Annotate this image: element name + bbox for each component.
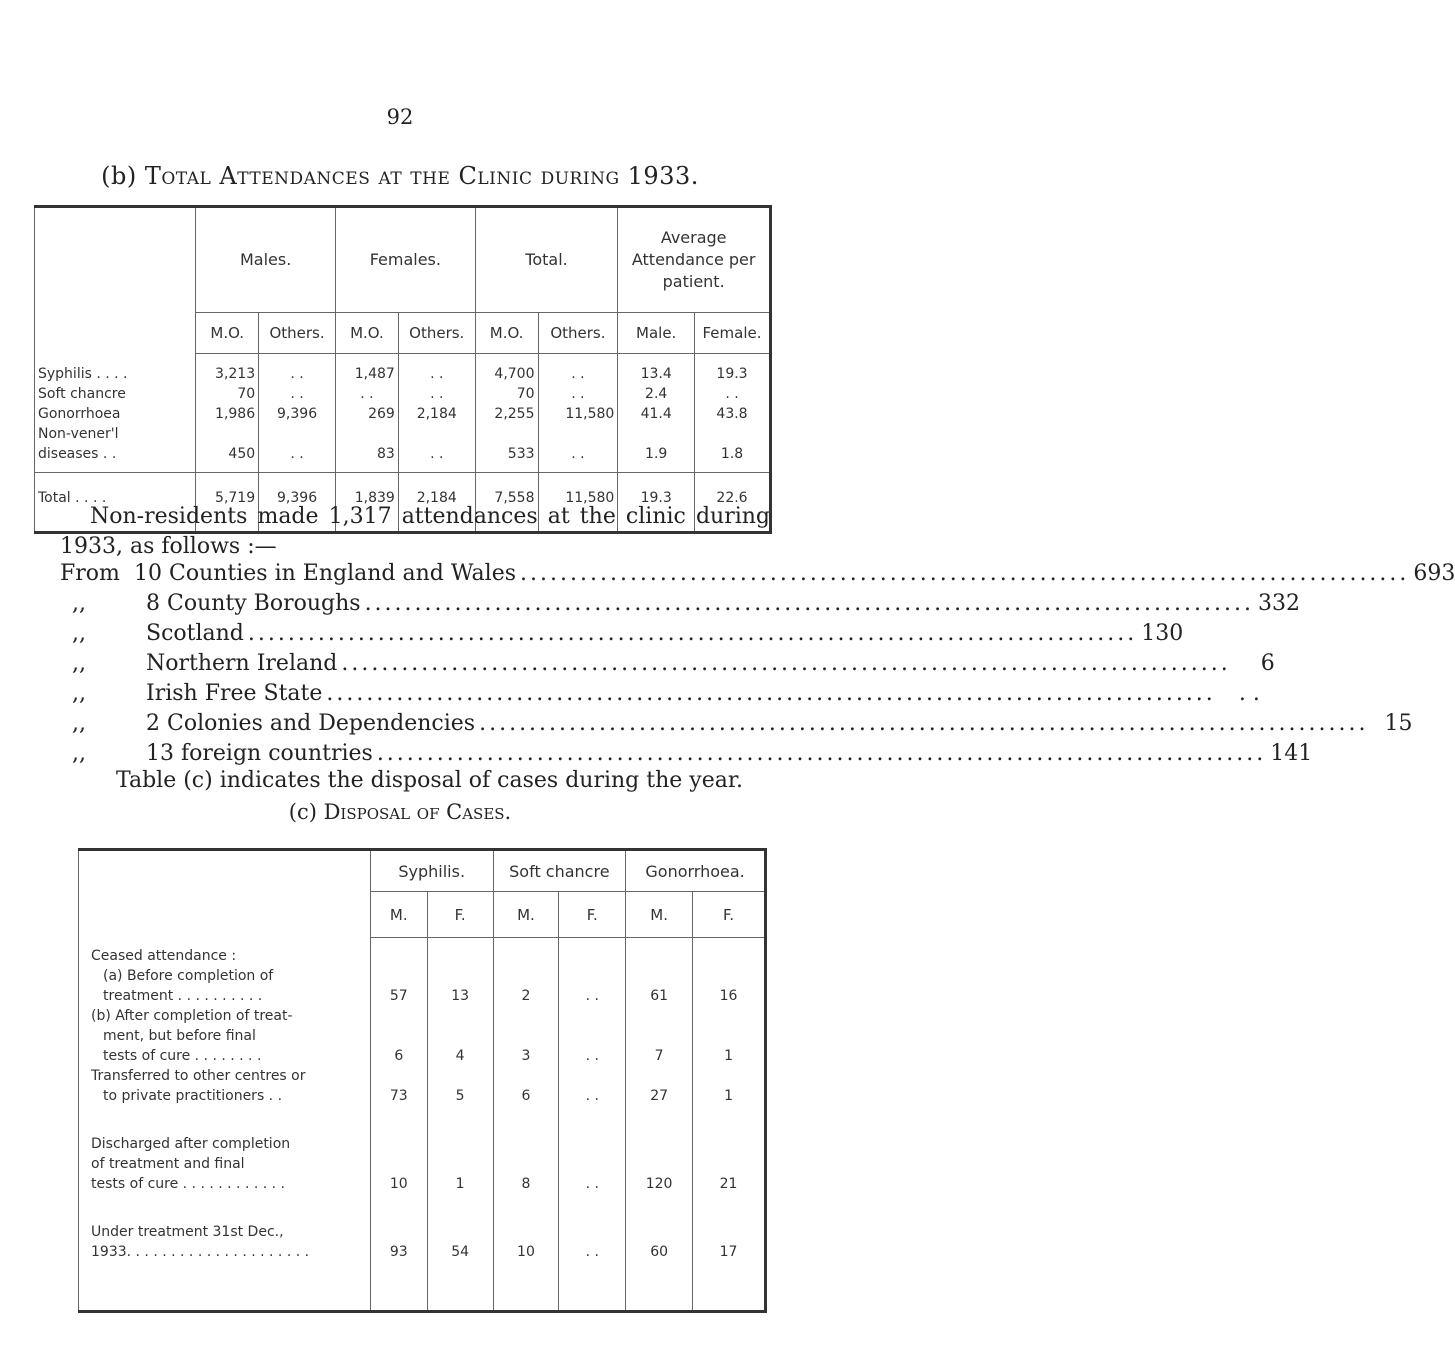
title-prefix: (b): [101, 162, 137, 190]
item-value: 141: [1270, 741, 1313, 766]
table-row: [35, 404, 771, 424]
row-label-line: Discharged after completion: [91, 1135, 291, 1152]
item-label: 13 foreign countries: [146, 741, 373, 766]
item-value: 130: [1141, 621, 1184, 646]
cell: . .: [695, 384, 771, 404]
table-row: [35, 384, 771, 404]
cell: 57: [370, 938, 427, 1006]
row-label: [79, 1006, 371, 1066]
subheader: M.O.: [196, 313, 259, 354]
subtitle: [0, 800, 800, 824]
cell: 21: [693, 1106, 766, 1194]
row-label-line: Transferred to other centres or: [91, 1067, 306, 1084]
row-label: [35, 424, 196, 473]
cell: 9,396: [259, 404, 336, 424]
cell: 27: [626, 1066, 693, 1106]
cell: 70: [475, 384, 538, 404]
cell: . .: [398, 384, 475, 404]
row-label-line: tests of cure . . . . . . . . . . . .: [91, 1175, 286, 1192]
leader-dots: .........................................................................................: [376, 741, 1267, 766]
header-syphilis: Syphilis.: [370, 850, 493, 892]
cell: 533: [475, 424, 538, 473]
item-prefix: ,,: [72, 591, 86, 616]
disposal-table: [78, 848, 767, 1313]
cell: . .: [335, 384, 398, 404]
cell: 10: [370, 1106, 427, 1194]
header-soft-chancre: Soft chancre: [493, 850, 626, 892]
cell: 54: [427, 1194, 493, 1312]
row-label: Soft chancre: [35, 384, 196, 404]
cell: 43.8: [695, 404, 771, 424]
leader-dots: .........................................................................................: [364, 591, 1254, 616]
list-item: [60, 591, 1300, 621]
cell: 60: [626, 1194, 693, 1312]
cell: . .: [259, 384, 336, 404]
section-title: [0, 162, 800, 190]
item-value: 693: [1413, 561, 1455, 586]
cell: 1,986: [196, 404, 259, 424]
leader-dots: .........................................................................................: [479, 711, 1369, 736]
page-number: 92: [386, 105, 414, 129]
table-row: [79, 1066, 766, 1106]
cell: 61: [626, 938, 693, 1006]
item-prefix: ,,: [72, 651, 86, 676]
leader-dots: .........................................................................................: [520, 561, 1410, 586]
cell: 1,839: [335, 473, 398, 533]
item-label: Scotland: [146, 621, 244, 646]
subtitle-text: Disposal of Cases.: [323, 800, 512, 824]
subheader: M.O.: [475, 313, 538, 354]
header-males: Males.: [196, 207, 336, 313]
leader-dots: .........................................................................................: [247, 621, 1138, 646]
item-prefix: ,,: [72, 711, 86, 736]
table-c-note-text: Table (c) indicates the disposal of cases during the year.: [116, 768, 743, 793]
cell: 2,255: [475, 404, 538, 424]
subtitle-prefix: (c): [288, 800, 317, 824]
cell: 9,396: [259, 473, 336, 533]
cell: 7,558: [475, 473, 538, 533]
row-label: Total . . . .: [35, 473, 196, 533]
cell: 3,213: [196, 354, 259, 385]
subheader: M.: [370, 892, 427, 938]
row-label-line: Non-vener'l: [38, 426, 119, 442]
table-row: [79, 1194, 766, 1312]
item-label: 2 Colonies and Dependencies: [146, 711, 476, 736]
nonresidents-intro: Non-residents made 1,317 attendances at the clinic during 1933, as follows :—: [60, 504, 770, 559]
subheader: M.: [493, 892, 559, 938]
table-row: [79, 938, 766, 1006]
item-label: Irish Free State: [146, 681, 323, 706]
cell: 1: [693, 1006, 766, 1066]
cell: 93: [370, 1194, 427, 1312]
row-label: Gonorrhoea: [35, 404, 196, 424]
subheader: F.: [427, 892, 493, 938]
cell: 16: [693, 938, 766, 1006]
row-label-line: to private practitioners . .: [103, 1087, 283, 1104]
cell: 19.3: [618, 473, 695, 533]
cell: 1,487: [335, 354, 398, 385]
cell: 2.4: [618, 384, 695, 404]
row-label: [79, 1066, 371, 1106]
title-text: Total Attendances at the Clinic during 1933.: [144, 162, 699, 190]
blank-header-cell: [35, 207, 196, 354]
item-label: 10 Counties in England and Wales: [134, 561, 517, 586]
cell: . .: [559, 1066, 626, 1106]
row-label-line: (b) After completion of treat-: [91, 1007, 293, 1024]
cell: 11,580: [538, 473, 618, 533]
table-row: [79, 1006, 766, 1066]
cell: 4: [427, 1006, 493, 1066]
list-item: [60, 561, 1455, 591]
leader-dots: .........................................................................................: [326, 681, 1216, 706]
cell: . .: [398, 424, 475, 473]
list-item: [60, 711, 1413, 741]
cell: . .: [559, 1006, 626, 1066]
cell: 17: [693, 1194, 766, 1312]
cell: 1: [427, 1106, 493, 1194]
cell: 11,580: [538, 404, 618, 424]
row-label: Syphilis . . . .: [35, 354, 196, 385]
row-label-line: 1933. . . . . . . . . . . . . . . . . . . . .: [91, 1243, 310, 1260]
cell: . .: [259, 424, 336, 473]
subheader: M.: [626, 892, 693, 938]
cell: . .: [538, 354, 618, 385]
subheader: Female.: [695, 313, 771, 354]
cell: 73: [370, 1066, 427, 1106]
item-prefix: ,,: [72, 681, 86, 706]
row-label-line: Ceased attendance :: [91, 947, 237, 964]
leader-dots: .........................................................................................: [341, 651, 1231, 676]
cell: 22.6: [695, 473, 771, 533]
subheader: Others.: [398, 313, 475, 354]
table-row: [35, 424, 771, 473]
table-row: [79, 1106, 766, 1194]
item-label: 8 County Boroughs: [146, 591, 361, 616]
item-value: . .: [1238, 681, 1260, 706]
cell: . .: [538, 384, 618, 404]
item-value: 15: [1384, 711, 1413, 736]
list-item: [60, 621, 1184, 651]
cell: . .: [538, 424, 618, 473]
header-gonorrhoea: Gonorrhoea.: [626, 850, 766, 892]
cell: 3: [493, 1006, 559, 1066]
item-prefix: ,,: [72, 741, 86, 766]
cell: 5: [427, 1066, 493, 1106]
row-label: [79, 1194, 371, 1312]
cell: 10: [493, 1194, 559, 1312]
row-label-line: of treatment and final: [91, 1155, 245, 1172]
cell: 13.4: [618, 354, 695, 385]
item-value: 6: [1260, 651, 1275, 676]
subheader: Others.: [259, 313, 336, 354]
cell: 4,700: [475, 354, 538, 385]
nonresidents-list: [60, 561, 1455, 771]
row-label-line: treatment . . . . . . . . . .: [103, 987, 263, 1004]
subheader: M.O.: [335, 313, 398, 354]
cell: 1.9: [618, 424, 695, 473]
cell: 41.4: [618, 404, 695, 424]
row-label-line: ment, but before final: [103, 1027, 256, 1044]
cell: 2,184: [398, 404, 475, 424]
subheader: F.: [693, 892, 766, 938]
header-average: Average Attendance per patient.: [618, 207, 771, 313]
cell: . .: [259, 354, 336, 385]
item-value: 332: [1257, 591, 1300, 616]
subheader: Male.: [618, 313, 695, 354]
cell: 1: [693, 1066, 766, 1106]
table-row: [35, 354, 771, 385]
cell: . .: [398, 354, 475, 385]
cell: 83: [335, 424, 398, 473]
item-prefix: ,,: [72, 621, 86, 646]
cell: . .: [559, 938, 626, 1006]
attendances-table: [34, 205, 772, 534]
cell: 2: [493, 938, 559, 1006]
item-label: Northern Ireland: [146, 651, 338, 676]
row-label-line: tests of cure . . . . . . . .: [103, 1047, 262, 1064]
row-label: [79, 938, 371, 1006]
list-item: [60, 681, 1260, 711]
row-label-line: (a) Before completion of: [103, 967, 274, 984]
row-label-line: Under treatment 31st Dec.,: [91, 1223, 284, 1240]
header-total: Total.: [475, 207, 618, 313]
cell: 2,184: [398, 473, 475, 533]
cell: . .: [559, 1106, 626, 1194]
cell: 8: [493, 1106, 559, 1194]
row-label: [79, 1106, 371, 1194]
cell: 1.8: [695, 424, 771, 473]
row-label-line: diseases . .: [38, 446, 117, 462]
header-females: Females.: [335, 207, 475, 313]
cell: 450: [196, 424, 259, 473]
cell: 269: [335, 404, 398, 424]
subheader: F.: [559, 892, 626, 938]
cell: 120: [626, 1106, 693, 1194]
cell: 7: [626, 1006, 693, 1066]
cell: 6: [370, 1006, 427, 1066]
list-item: [60, 741, 1313, 771]
item-prefix: From: [60, 561, 120, 586]
blank-header-cell: [79, 850, 371, 938]
cell: 13: [427, 938, 493, 1006]
cell: 5,719: [196, 473, 259, 533]
list-item: [60, 651, 1275, 681]
subheader: Others.: [538, 313, 618, 354]
cell: . .: [559, 1194, 626, 1312]
cell: 6: [493, 1066, 559, 1106]
cell: 19.3: [695, 354, 771, 385]
cell: 70: [196, 384, 259, 404]
